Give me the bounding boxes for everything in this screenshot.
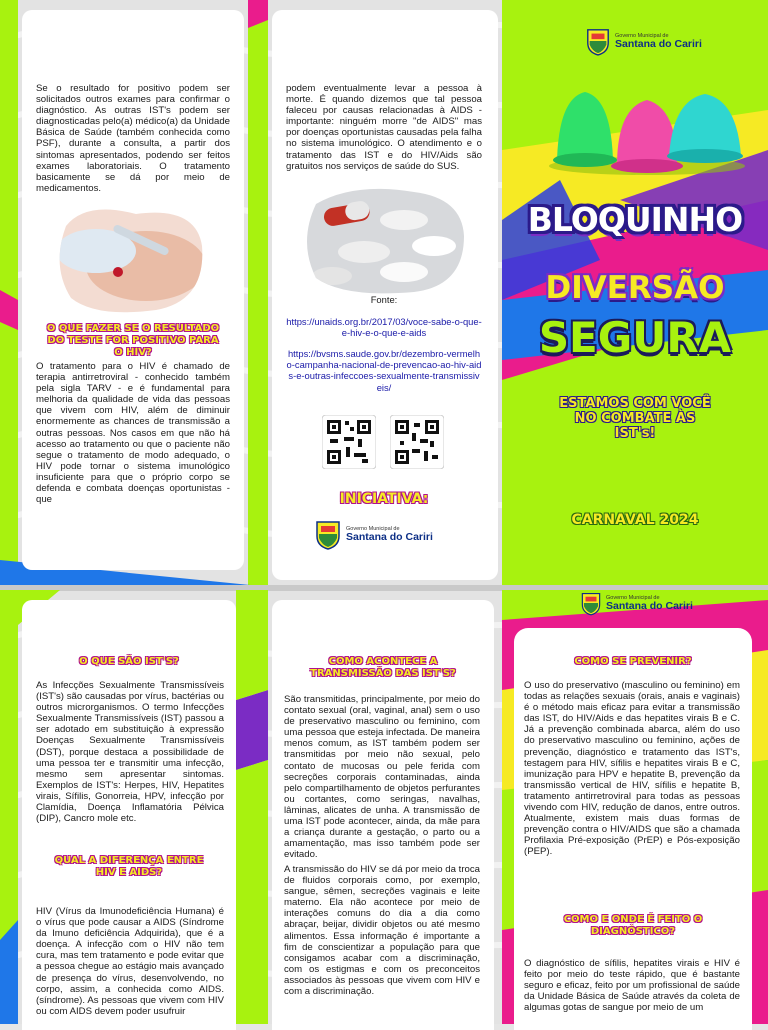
transmission-heading: COMO ACONTECE A TRANSMISSÃO DAS IST'S? xyxy=(310,656,456,679)
source-link-bvsms[interactable]: https://bvsms.saude.gov.br/dezembro-vermelho-campanha-nacional-de-prevencao-ao-hiv-aids-e-outras-infeccoes-sexualmente-transmissiveis/ xyxy=(286,348,482,393)
cover-title-segura: SEGURA xyxy=(538,313,732,362)
cover-tagline xyxy=(520,396,750,441)
cover-title-diversao: DIVERSÃO xyxy=(545,270,725,306)
aids-paragraph: podem eventualmente levar a pessoa à morte. É quando dizemos que tal pessoa faleceu por causas relacionadas à AIDS - importante: ninguém morre "de AIDS" mas por doenças oportunistas causadas pela falha no sistema imunológico. O atendimento e o tratamento das IST e do HIV/Aids são gratuitos nos serviços de saúde do SUS. xyxy=(286,83,482,172)
logo-small-text: Governo Municipal de xyxy=(606,594,660,601)
logo-big-text: Santana do Cariri xyxy=(606,599,693,612)
positive-result-heading: O QUE FAZER SE O RESULTADO DO TESTE FOR POSITIVO PARA O HIV? xyxy=(46,323,220,358)
back-logo xyxy=(580,590,693,616)
logo-big-text: Santana do Cariri xyxy=(615,37,702,50)
panel-treatment xyxy=(22,10,244,570)
diagnosis-heading: COMO E ONDE É FEITO O DIAGNÓSTICO? xyxy=(563,914,703,937)
panel-prevention xyxy=(514,628,752,1030)
source-link-unaids[interactable]: https://unaids.org.br/2017/03/voce-sabe-o-que-e-hiv-e-o-que-e-aids xyxy=(286,316,482,339)
qr-code-2[interactable] xyxy=(390,415,444,469)
panel-what-are-ists xyxy=(22,600,236,1030)
pills-photo xyxy=(304,186,466,296)
tagline-line-3: IST's! xyxy=(614,426,656,441)
fonte-label: Fonte: xyxy=(370,294,398,305)
blood-test-photo xyxy=(56,206,206,316)
prevention-paragraph: O uso do preservativo (masculino ou feminino) em todas as relações sexuais (orais, anais e vaginais) é o método mais eficaz para evitar a transmissão das IST, do HIV/Aids e das hepatites virais B e C. Já a prevenção combinada abarca, além do uso do preservativo masculino ou feminino, ações de prevenção, diagnóstico e tratamento das IST's, testagem para HIV, sífilis e hepatites virais B e C, imunização para HPV e hepatite B, prevenção da transmissão vertical de HIV, sífilis e hepatite B, tratamento antirretroviral para todas as pessoas vivendo com HIV, redução de danos, entre outros. Atualmente, existem mais duas formas de prevenção contra o HIV/AIDS que são a chamada Profilaxia Pré-exposição (PrEP) e Pós-exposição (PEP). xyxy=(524,680,740,858)
coat-of-arms-icon xyxy=(314,518,342,550)
panel-sources xyxy=(272,10,498,580)
what-are-ists-heading: O QUE SÃO IST'S? xyxy=(79,656,179,667)
what-are-ists-paragraph: As Infecções Sexualmente Transmissíveis (IST's) são causadas por vírus, bactérias ou outros microrganismos. O termo Infecções Sexualmente Transmissíveis (IST) passou a ser adotado em substituição à expressão Doenças Sexualmente Transmissíveis (DST), porque destaca a possibilidade de uma pessoa ter e transmitir uma infecção, mesmo sem apresentar sintomas. Exemplos de IST's: Herpes, HIV, Hepatites virais, Sífilis, Gonorreia, HPV, infecção por Clamídia, Doença Inflamatória Pélvica (DIP), Cancro mole etc. xyxy=(36,680,224,825)
logo-small-text: Governo Municipal de xyxy=(615,32,669,39)
treatment-paragraph: O tratamento para o HIV é chamado de terapia antirretroviral - conhecido também pela sigla TARV - e é fundamental para melhoria da qualidade de vida das pessoas que vivem com HIV, além de diminuir enormemente as chances de transmissão a outras pessoas. Nos casos em que não há acesso ao tratamento ou que o paciente não segue o tratamento de modo adequado, o HIV pode tornar o sistema imunológico insuficiente para que o próprio corpo se defenda e combata doenças oportunistas - que xyxy=(36,361,230,506)
cover-event-label: CARNAVAL 2024 xyxy=(571,512,699,528)
qr-code-1[interactable] xyxy=(322,415,376,469)
iniciativa-label: INICIATIVA: xyxy=(339,491,429,507)
coat-of-arms-icon xyxy=(580,590,602,616)
diagnosis-method-paragraph: O diagnóstico de sífilis, hepatites virais e HIV é feito por meio do teste rápido, que é bastante seguro e eficaz, feito por um profissional de saúde da Unidade Básica de Saúde através da coleta de algumas gotas de sangue por meio de um xyxy=(524,958,740,1014)
transmission-paragraph-2: A transmissão do HIV se dá por meio da troca de fluidos corporais como, por exemplo, sangue, sêmen, secreções vaginais e leite materno. Ela não acontece por meio de interações comuns do dia a dia como abraçar, beijar, dividir objetos ou até mesmo alimentos. Essa informação é importante a fim de conscientizar a população para que consigamos acabar com a discriminação, com os estigmas e com os preconceitos associados às pessoas que vivem com HIV e com a discriminação. xyxy=(284,864,480,998)
panel-transmission xyxy=(272,600,494,1030)
transmission-paragraph-1: São transmitidas, principalmente, por meio do contato sexual (oral, vaginal, anal) sem o uso de preservativo masculino ou feminino, com uma pessoa que esteja infectada. De maneira menos comum, as IST também podem ser transmitidas por meio não sexual, pelo contato de mucosas ou pele ferida com secreções corporais contaminadas, ainda pelo compartilhamento de objetos perfurantes ou cortantes, como seringas, navalhas, lâminas, alicates de unha. A transmissão de uma IST pode acontecer, ainda, da mãe para a criança durante a gestação, o parto ou a amamentação, mas isso também pode ser evitado. xyxy=(284,694,480,861)
logo-big-text: Santana do Cariri xyxy=(346,530,433,543)
hiv-aids-paragraph: HIV (Vírus da Imunodeficiência Humana) é o vírus que pode causar a AIDS (Síndrome da Imuno deficiência Adquirida), que é a doença. A infecção com o HIV não tem cura, mas tem tratamento e pode evitar que a pessoa chegue ao estágio mais avançado de presença do vírus, desenvolvendo, no corpo, assim, a conhecida como AIDS. (síndrome). As pessoas que vivem com HIV ou com AIDS devem poder usufruir xyxy=(36,906,224,1017)
cover-logo xyxy=(585,26,702,56)
tagline-line-2: NO COMBATE ÀS xyxy=(574,411,696,426)
logo-small-text: Governo Municipal de xyxy=(346,525,400,532)
diagnosis-paragraph: Se o resultado for positivo podem ser solicitados outros exames para confirmar o diagnóstico. As outras IST's podem ser diagnosticadas pelo(a) médico(a) da Unidade Básica de Saúde (também conhecida como PSF), durante a consulta, a partir dos sintomas apresentados, podendo ser feitos exames laboratoriais. O tratamento basicamente se dá por meio de medicamentos. xyxy=(36,83,230,194)
hiv-aids-difference-heading: QUAL A DIFERENÇA ENTRE HIV E AIDS? xyxy=(54,855,204,878)
municipal-logo xyxy=(314,518,433,550)
cover-title-bloquinho: BLOQUINHO xyxy=(527,200,743,239)
tagline-line-1: ESTAMOS COM VOCÊ xyxy=(559,396,711,411)
coat-of-arms-icon xyxy=(585,26,611,56)
condoms-illustration xyxy=(545,78,750,178)
prevention-heading: COMO SE PREVENIR? xyxy=(574,656,692,667)
